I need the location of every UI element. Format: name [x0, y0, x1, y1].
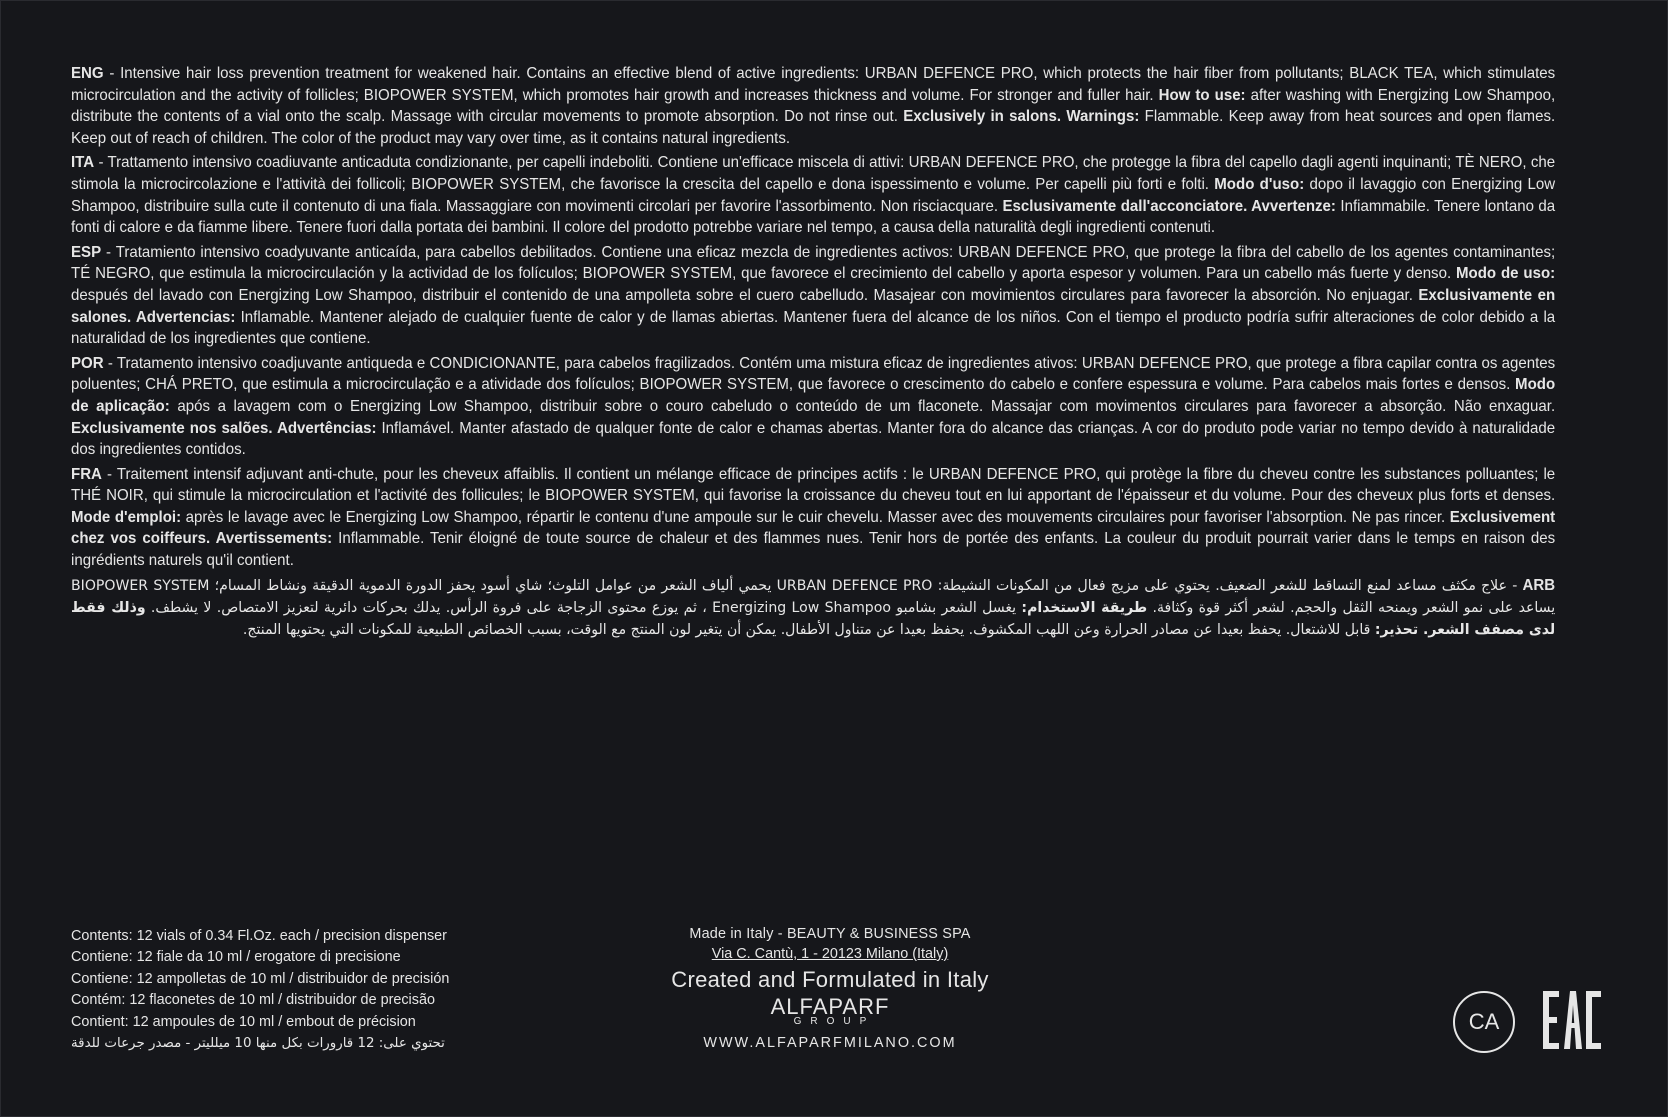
body-text: después del lavado con Energizing Low Shampoo, distribuir el contenido de una ampolleta sobre el cuero cabelludo. Masajear con movimientos circulares para favorecer la absorción. No enjuagar.: [71, 286, 1419, 304]
language-code: ENG: [71, 65, 104, 82]
body-text: - Intensive hair loss prevention treatment for weakened hair. Contains an effective blend of active ingredients: URBAN DEFENCE PRO, which protects the hair fiber from pollutants; BLACK TEA, which stimulates microcirculation and the activity of follicles; BIOPOWER SYSTEM, which promotes hair growth and increases thickness and volume. For stronger and fuller hair.: [71, 65, 1556, 104]
created-label: Created and Formulated in Italy: [671, 967, 989, 992]
paragraph-esp: [71, 242, 1555, 350]
brand-logo: ALFAPARF: [770, 994, 890, 1019]
bold-heading: وذلك فقط لدى مصفف الشعر. تحذير:: [71, 598, 1556, 638]
language-code: FRA: [71, 465, 102, 483]
bold-heading: طريقة الاستخدام:: [1021, 598, 1148, 616]
website-label: WWW.ALFAPARFMILANO.COM: [703, 1035, 957, 1051]
body-text: après le lavage avec le Energizing Low Shampoo, répartir le contenu d'une ampoule sur le cuir chevelu. Masser avec des mouvements circulaires pour favoriser l'absorption. Ne pas rincer.: [181, 508, 1450, 526]
product-description: [71, 63, 1555, 644]
body-text: - Traitement intensif adjuvant anti-chute, pour les cheveux affaiblis. Il contient un mélange efficace de principes actifs : le URBAN DEFENCE PRO, qui protège la fibre du cheveu contre les substances polluantes; le THÉ NOIR, qui stimule la microcirculation et l'activité des follicules; le BIOPOWER SYSTEM, qui favorise la croissance du cheveu tout en lui apportant de l'épaisseur et du volume. Pour des cheveux plus forts et denses.: [71, 465, 1556, 505]
address-label: Via C. Cantù, 1 - 20123 Milano (Italy): [711, 946, 949, 962]
bold-heading: How to use:: [1158, 86, 1246, 104]
body-text: after washing with Energizing Low Shampoo, distribute the contents of a vial onto the scalp. Massage with circular movements to promote absorption. Do not rinse out.: [71, 86, 1556, 126]
bold-heading: Mode d'emploi:: [71, 508, 182, 526]
body-text: - Tratamento intensivo coadjuvante antiqueda e CONDICIONANTE, para cabelos fragilizados. Contém uma mistura eficaz de ingredientes ativos: URBAN DEFENCE PRO, que protege a fibra capilar contra os agentes poluentes; CHÁ PRETO, que estimula a microcirculação e a atividade dos folículos; BIOPOWER SYSTEM, que favorece o crescimento do cabelo e confere espessura e volume. Para cabelos mais fortes e densos.: [71, 354, 1556, 394]
bold-heading: Exclusivamente en salones. Advertencias:: [71, 286, 1556, 326]
bold-heading: Modo de uso:: [1456, 265, 1556, 283]
language-code: POR: [71, 354, 104, 372]
language-code: ESP: [71, 243, 102, 261]
contents-por: Contém: 12 flaconetes de 10 ml / distribuidor de precisão: [71, 992, 435, 1009]
eac-conformity-mark-icon: [1541, 989, 1603, 1051]
body-text: Inflamável. Manter afastado de qualquer fonte de calor e chamas abertas. Manter fora do alcance das crianças. A cor do produto pode variar no tempo devido à naturalidade dos ingredientes contidos.: [71, 419, 1556, 459]
bold-heading: Exclusively in salons. Warnings:: [903, 108, 1140, 126]
paragraph-por: [71, 353, 1555, 461]
contents-eng: Contents: 12 vials of 0.34 Fl.Oz. each / precision dispenser: [71, 928, 447, 944]
bold-heading: Modo de aplicação:: [71, 376, 1556, 415]
language-code: ARB: [1522, 576, 1556, 594]
contents-fra: Contient: 12 ampoules de 10 ml / embout de précision: [71, 1013, 416, 1030]
language-code: ITA: [71, 154, 95, 172]
body-text: - Trattamento intensivo coadiuvante anticaduta condizionante, per capelli indeboliti. Contiene un'efficace miscela di attivi: URBAN DEFENCE PRO, che protegge la fibra del capello dagli agenti inquinanti; TÈ NERO, che stimola la microcircolazione e l'attività dei follicoli; BIOPOWER SYSTEM, che favorisce la crescita del capello e dona ispessimento e volume. Per capelli più forti e folti.: [71, 154, 1556, 193]
body-text: - علاج مكثف مساعد لمنع التساقط للشعر الضعيف. يحتوي على مزيج فعال من المكونات النشيطة: URBAN DEFENCE PRO يحمي ألياف الشعر من عوامل التلوث؛ شاي أسود يحفز الدورة الدموية الدقيقة ونشاط المسام؛ BIOPOWER SYSTEM يساعد على نمو الشعر ويمنحه الثقل والحجم. لشعر أكثر قوة وكثافة.: [71, 576, 1556, 616]
body-text: - Tratamiento intensivo coadyuvante anticaída, para cabellos debilitados. Contiene una eficaz mezcla de ingredientes activos: URBAN DEFENCE PRO, que protege la fibra del cabello de los agentes contaminantes; TÉ NEGRO, que estimula la microcirculación y la actividad de los folículos; BIOPOWER SYSTEM, que favorece el crecimiento del cabello y aporta espesor y volumen. Para un cabello más fuerte y denso.: [71, 243, 1556, 283]
contents-ita: Contiene: 12 fiale da 10 ml / erogatore di precisione: [71, 949, 401, 966]
body-text: Inflamable. Mantener alejado de cualquier fuente de calor y de llamas abiertas. Mantener fuera del alcance de los niños. Con el tiempo el producto podría sufrir alteraciones de color debido a la naturalidad de los ingredientes que contiene.: [71, 308, 1556, 348]
manufacturer-info: [620, 924, 1040, 1051]
body-text: قابل للاشتعال. يحفظ بعيدا عن مصادر الحرارة وعن اللهب المكشوف. يحفظ بعيدا عن متناول الأطفال. يمكن أن يتغير لون المنتج مع الوقت، بسبب الخصائص الطبيعية للمكونات التي يحتويها المنتج.: [242, 620, 1375, 638]
made-in-label: Made in Italy - BEAUTY & BUSINESS SPA: [689, 926, 971, 942]
bold-heading: Modo d'uso:: [1214, 175, 1305, 193]
body-text: dopo il lavaggio con Energizing Low Shampoo, distribuire sulla cute il contenuto di una fiala. Massaggiare con movimenti circolari per favorire l'assorbimento. Non risciacquare.: [71, 175, 1556, 215]
language-paragraphs: [71, 63, 1555, 572]
contents-arb: تحتوي على: 12 قارورات بكل منها 10 ميلليتر - مصدر جرعات للدقة: [71, 1036, 445, 1052]
body-text: Flammable. Keep away from heat sources and open flames. Keep out of reach of children. The color of the product may vary over time, as it contains natural ingredients.: [71, 108, 1556, 147]
brand-group: GROUP: [793, 1016, 876, 1027]
body-text: Infiammabile. Tenere lontano da fonti di calore e da fiamme libere. Tenere fuori dalla portata dei bambini. Il colore del prodotto potrebbe variare nel tempo, a causa della naturalità degli ingredienti contenuti.: [71, 197, 1556, 237]
body-text: Inflammable. Tenir éloigné de toute source de chaleur et des flammes nues. Tenir hors de portée des enfants. La couleur du produit pourrait varier dans le temps en raison des ingrédients naturels qu'il contient.: [71, 530, 1556, 570]
body-text: يغسل الشعر بشامبو Energizing Low Shampoo ، ثم يوزع محتوى الزجاجة على فروة الرأس. يدلك بحركات دائرية لتعزيز الامتصاص. لا يشطف.: [145, 598, 1022, 616]
paragraph-fra: [71, 464, 1555, 572]
ca-mark-icon: CA: [1453, 991, 1515, 1053]
bold-heading: Exclusivamente nos salões. Advertências:: [71, 419, 377, 437]
contents-list: [71, 926, 491, 1054]
paragraph-eng: [71, 63, 1555, 149]
bold-heading: Exclusivement chez vos coiffeurs. Avertissements:: [71, 508, 1556, 548]
paragraph-arb: [71, 575, 1555, 641]
paragraph-ita: [71, 152, 1555, 238]
body-text: após a lavagem com o Energizing Low Shampoo, distribuir sobre o couro cabeludo o conteúdo de um flaconete. Massajar com movimentos circulares para favorecer a absorção. Não enxaguar.: [169, 397, 1556, 415]
contents-esp: Contiene: 12 ampolletas de 10 ml / distribuidor de precisión: [71, 970, 450, 987]
bold-heading: Esclusivamente dall'acconciatore. Avvertenze:: [1002, 197, 1336, 215]
